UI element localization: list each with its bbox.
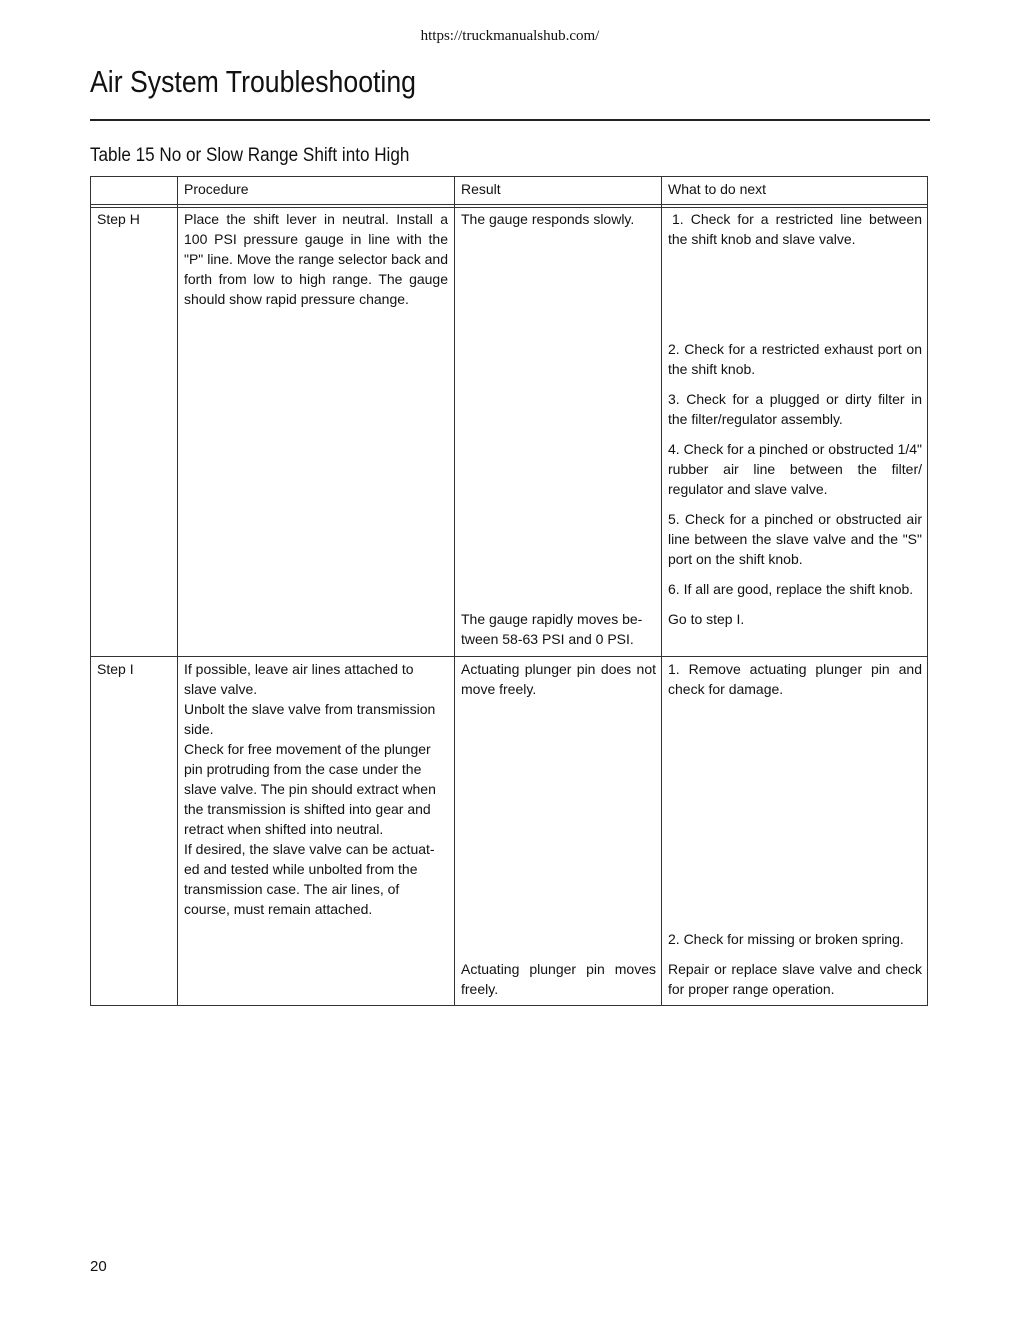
column-header-next: What to do next (668, 181, 767, 197)
result-text: The gauge responds slowly. (461, 211, 635, 227)
result-text: The gauge rapidly moves be- tween 58-63 PSI and 0 PSI. (461, 611, 643, 647)
procedure-text: Place the shift lever in neutral. Install a 100 PSI pressure gauge in line with the "P" line. Move the range selector back and forth from low to high range. The gauge should show rapid pressure change. (184, 211, 448, 307)
procedure-paragraph: If possible, leave air lines attached to slave valve. (184, 661, 414, 697)
next-step-text: Go to step I. (668, 611, 745, 627)
step-label: Step I (97, 661, 134, 677)
procedure-text (184, 659, 448, 919)
table-caption: Table 15 No or Slow Range Shift into High (90, 145, 410, 166)
header-divider (91, 204, 927, 205)
next-step-text: 3. Check for a plugged or dirty filter in the filter/regulator assembly. (668, 391, 922, 427)
troubleshooting-table (90, 176, 928, 1006)
next-step-text: 1. Check for a restricted line between the shift knob and slave valve. (668, 211, 922, 247)
step-label: Step H (97, 211, 140, 227)
next-step-text: 1. Remove actuating plunger pin and check for damage. (668, 661, 922, 697)
header-divider (91, 207, 927, 208)
result-text: Actuating plunger pin does not move freely. (461, 661, 656, 697)
next-step-text: 2. Check for missing or broken spring. (668, 931, 904, 947)
column-divider (177, 177, 178, 1005)
procedure-paragraph: If desired, the slave valve can be actuat- ed and tested while unbolted from the transmission case. The air lines, of course, must remain attached. (184, 841, 435, 917)
result-text: Actuating plunger pin moves freely. (461, 961, 656, 997)
procedure-paragraph: Unbolt the slave valve from transmission side. (184, 701, 436, 737)
row-divider (91, 656, 927, 657)
next-step-text: 2. Check for a restricted exhaust port on the shift knob. (668, 341, 922, 377)
column-header-result: Result (461, 181, 501, 197)
next-step-text: 5. Check for a pinched or obstructed air line between the slave valve and the "S" port on the shift knob. (668, 511, 922, 567)
next-step-text: 4. Check for a pinched or obstructed 1/4" rubber air line between the filter/ regulator and slave valve. (668, 441, 923, 497)
next-step-text: Repair or replace slave valve and check for proper range operation. (668, 961, 922, 997)
header-url: https://truckmanualshub.com/ (420, 28, 600, 44)
next-step-text: 6. If all are good, replace the shift knob. (668, 581, 914, 597)
title-rule (90, 119, 930, 121)
column-header-procedure: Procedure (184, 181, 249, 197)
procedure-paragraph: Check for free movement of the plunger pin protruding from the case under the slave valve. The pin should extract when the transmission is shifted into gear and retract when shifted into neutral. (184, 741, 436, 837)
column-divider (454, 177, 455, 1005)
column-divider (661, 177, 662, 1005)
section-title: Air System Troubleshooting (90, 64, 417, 99)
page-number: 20 (90, 1258, 107, 1275)
